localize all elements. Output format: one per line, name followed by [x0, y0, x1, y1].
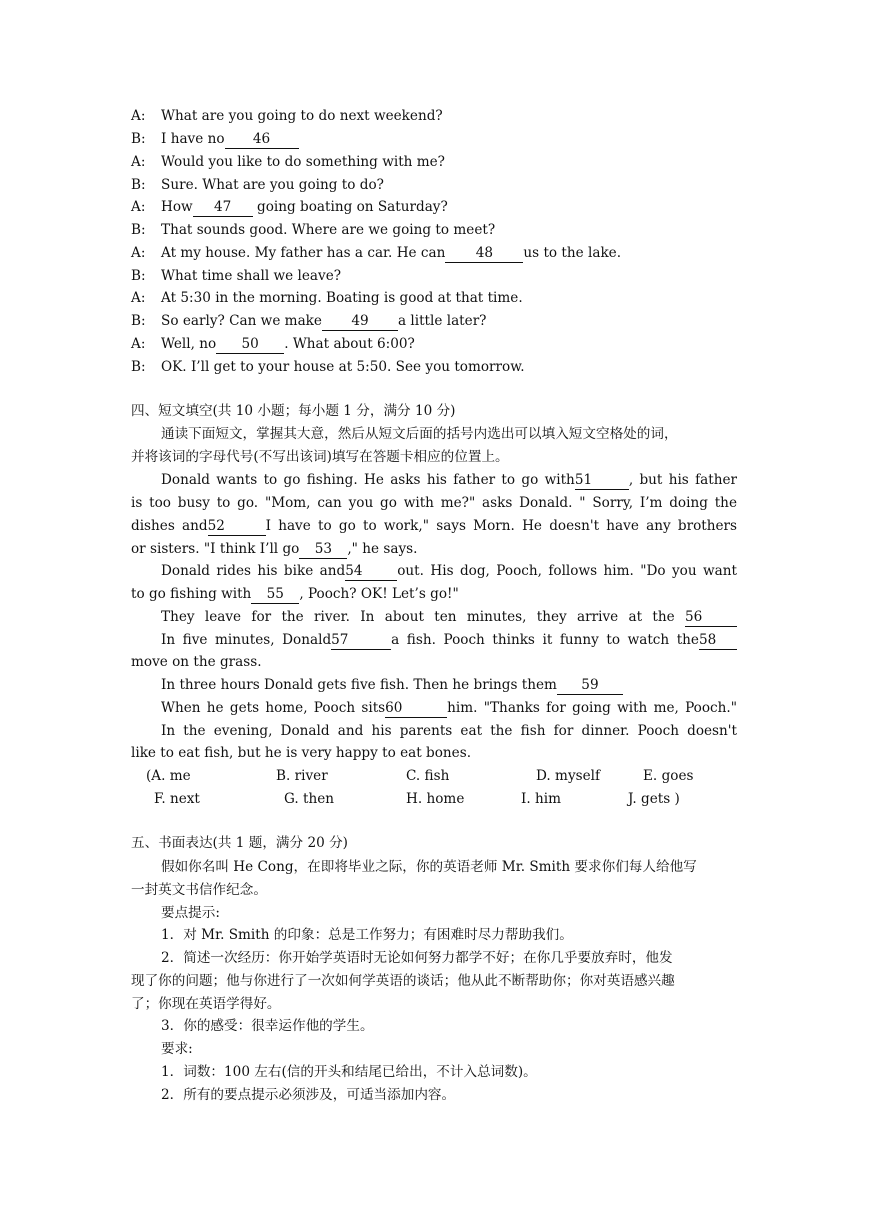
option-item: F. next	[154, 791, 200, 807]
passage-line	[131, 469, 737, 492]
passage-line: like to eat fish, but he is very happy to eat bones.	[131, 745, 472, 761]
tip-item: 1．对 Mr. Smith 的印象：总是工作努力；有困难时尽力帮助我们。	[161, 927, 573, 943]
dialogue-text: What time shall we leave?	[161, 268, 342, 284]
dialogue-line	[131, 310, 741, 333]
passage-line: is too busy to go. "Mom, can you go with me?" asks Donald. " Sorry, I’m doing the	[131, 495, 737, 511]
speaker-label: A:	[131, 199, 146, 215]
dialogue-text: How	[161, 199, 193, 215]
passage-text: In five minutes, Donald	[161, 632, 332, 648]
option-item: D. myself	[536, 768, 601, 784]
tip-item: 3．你的感受：很幸运作他的学生。	[161, 1018, 374, 1034]
passage-text: , but his father	[628, 472, 737, 488]
dialogue-text: At my house. My father has a car. He can	[161, 245, 446, 261]
dialogue-line	[131, 356, 741, 379]
section-4-instruction: 通读下面短文，掌握其大意，然后从短文后面的括号内选出可以填入短文空格处的词，	[161, 426, 678, 442]
section-5-intro: 一封英文书信作纪念。	[131, 882, 267, 898]
passage-text: They leave for the river. In about ten minutes, they arrive at the	[161, 609, 685, 625]
dialogue-text: I have no	[161, 131, 225, 147]
answer-blank-55: 55	[251, 586, 299, 604]
passage-text: or sisters. "I think I’ll go	[131, 541, 300, 557]
speaker-label: A:	[131, 245, 146, 261]
option-item: C. fish	[406, 768, 450, 784]
answer-blank-57: 57	[331, 632, 391, 650]
passage-text: ," he says.	[347, 541, 418, 557]
passage-line	[131, 583, 741, 606]
dialogue-line	[131, 105, 741, 128]
dialogue-text: OK. I’ll get to your house at 5:50. See you tomorrow.	[161, 359, 525, 375]
passage-text: In three hours Donald gets five fish. Then he brings them	[161, 677, 557, 693]
passage-line	[131, 560, 737, 583]
answer-blank-58: 58	[699, 632, 737, 650]
answer-blank-54: 54	[345, 563, 397, 581]
answer-blank-46: 46	[225, 131, 299, 149]
option-item: I. him	[521, 791, 562, 807]
option-item: J. gets )	[628, 791, 680, 807]
passage-text: out. His dog, Pooch, follows him. "Do you want	[397, 563, 737, 579]
dialogue-text: Would you like to do something with me?	[161, 154, 445, 170]
tip-item: 现了你的问题；他与你进行了一次如何学英语的谈话；他从此不断帮助你；你对英语感兴趣	[131, 973, 675, 989]
answer-blank-59: 59	[557, 677, 623, 695]
passage-text: Donald wants to go fishing. He asks his father to go with	[161, 472, 575, 488]
passage-line: move on the grass.	[131, 654, 262, 670]
dialogue-line	[131, 265, 741, 288]
passage-text: to go fishing with	[131, 586, 252, 602]
dialogue-line	[131, 151, 741, 174]
speaker-label: A:	[131, 108, 146, 124]
speaker-label: B:	[131, 177, 146, 193]
answer-blank-50: 50	[216, 336, 284, 354]
speaker-label: B:	[131, 131, 146, 147]
speaker-label: A:	[131, 290, 146, 306]
speaker-label: B:	[131, 222, 146, 238]
option-item: E. goes	[643, 768, 694, 784]
tip-item: 了；你现在英语学得好。	[131, 996, 281, 1012]
passage-line: In the evening, Donald and his parents eat the fish for dinner. Pooch doesn't	[161, 723, 737, 739]
section-4-title: 四、短文填空(共 10 小题；每小题 1 分，满分 10 分)	[131, 403, 456, 419]
dialogue-text: Well, no	[161, 336, 217, 352]
dialogue-line	[131, 128, 741, 151]
dialogue-text: going boating on Saturday?	[252, 199, 448, 215]
speaker-label: B:	[131, 313, 146, 329]
passage-text: him. "Thanks for going with me, Pooch."	[447, 700, 737, 716]
answer-blank-49: 49	[322, 313, 398, 331]
passage-text: When he gets home, Pooch sits	[161, 700, 386, 716]
tips-label: 要点提示:	[161, 905, 220, 921]
passage-line	[131, 697, 737, 720]
requirements-label: 要求:	[161, 1041, 193, 1057]
passage-text: , Pooch? OK! Let’s go!"	[299, 586, 459, 602]
section-4-instruction: 并将该词的字母代号(不写出该词)填写在答题卡相应的位置上。	[131, 449, 509, 465]
answer-blank-51: 51	[575, 472, 629, 490]
dialogue-line	[131, 196, 741, 219]
speaker-label: B:	[131, 268, 146, 284]
answer-blank-47: 47	[193, 199, 253, 217]
passage-text: a fish. Pooch thinks it funny to watch the	[391, 632, 699, 648]
section-5-intro: 假如你名叫 He Cong，在即将毕业之际，你的英语老师 Mr. Smith 要求你们每人给他写	[161, 859, 697, 875]
requirement-item: 1．词数：100 左右(信的开头和结尾已给出，不计入总词数)。	[161, 1064, 537, 1080]
passage-line	[131, 674, 771, 697]
dialogue-line	[131, 174, 741, 197]
answer-blank-53: 53	[299, 541, 347, 559]
passage-text: Donald rides his bike and	[161, 563, 346, 579]
answer-blank-52: 52	[208, 518, 266, 536]
option-item: H. home	[406, 791, 465, 807]
option-item: (A. me	[146, 768, 191, 784]
tip-item: 2．简述一次经历：你开始学英语时无论如何努力都学不好；在你几乎要放弃时，他发	[161, 950, 673, 966]
dialogue-text: . What about 6:00?	[284, 336, 415, 352]
dialogue-text: At 5:30 in the morning. Boating is good at that time.	[161, 290, 523, 306]
passage-line	[131, 515, 737, 538]
passage-text: I have to go to work," says Morn. He doesn't have any brothers	[265, 518, 737, 534]
passage-text: dishes and	[131, 518, 208, 534]
speaker-label: B:	[131, 359, 146, 375]
speaker-label: A:	[131, 336, 146, 352]
dialogue-line	[131, 287, 741, 310]
section-5-title: 五、书面表达(共 1 题，满分 20 分)	[131, 835, 348, 851]
dialogue-text: us to the lake.	[523, 245, 622, 261]
option-item: B. river	[276, 768, 328, 784]
dialogue-line	[131, 242, 741, 265]
dialogue-text: What are you going to do next weekend?	[161, 108, 443, 124]
dialogue-line	[131, 333, 741, 356]
answer-blank-56: 56	[685, 609, 737, 627]
dialogue-text: Sure. What are you going to do?	[161, 177, 384, 193]
answer-blank-60: 60	[385, 700, 447, 718]
dialogue-text: So early? Can we make	[161, 313, 322, 329]
passage-line	[131, 629, 737, 652]
dialogue-line	[131, 219, 741, 242]
passage-line	[131, 606, 737, 629]
option-item: G. then	[284, 791, 335, 807]
dialogue-text: a little later?	[397, 313, 487, 329]
passage-line	[131, 538, 741, 561]
requirement-item: 2．所有的要点提示必须涉及，可适当添加内容。	[161, 1087, 456, 1103]
answer-blank-48: 48	[445, 245, 523, 263]
speaker-label: A:	[131, 154, 146, 170]
dialogue-text: That sounds good. Where are we going to meet?	[161, 222, 496, 238]
